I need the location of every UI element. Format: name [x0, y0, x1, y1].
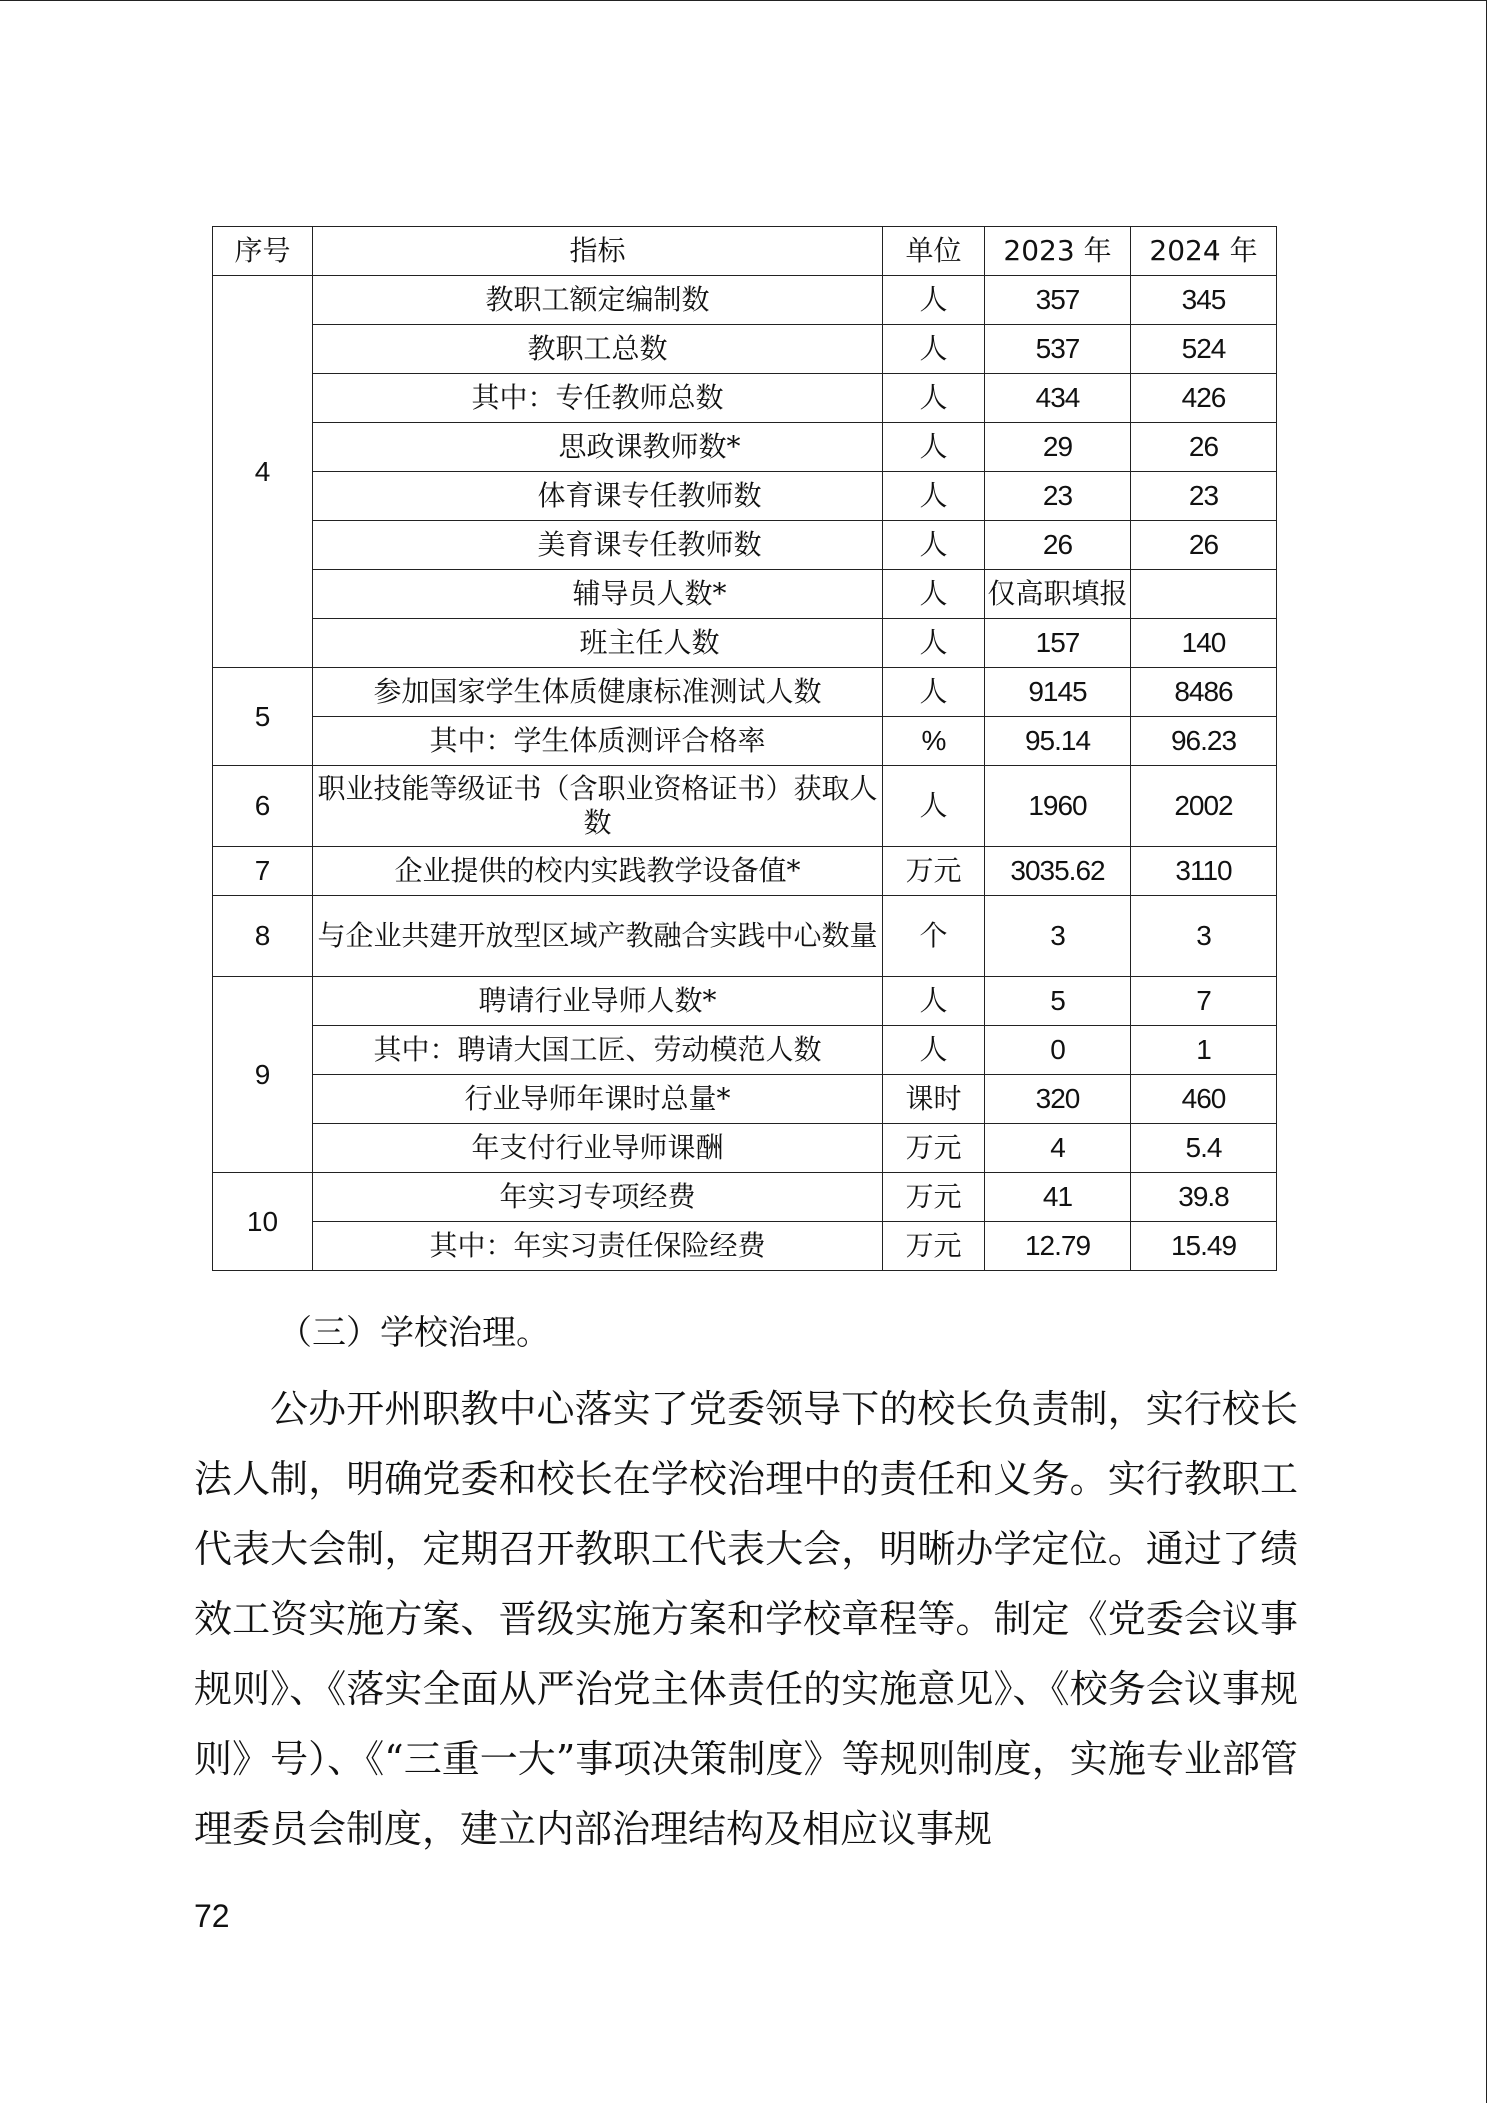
table-row [213, 1173, 1277, 1222]
value-2023-cell: 41 [985, 1173, 1131, 1222]
value-2023-cell: 3035.62 [985, 847, 1131, 896]
table-row [213, 1026, 1277, 1075]
value-2024-cell: 140 [1131, 619, 1277, 668]
unit-cell: 个 [883, 896, 985, 977]
value-2023-cell: 12.79 [985, 1222, 1131, 1271]
value-2023-cell: 3 [985, 896, 1131, 977]
unit-cell: 人 [883, 472, 985, 521]
indicator-cell: 其中：学生体质测评合格率 [313, 717, 883, 766]
unit-cell: 人 [883, 423, 985, 472]
group-seq: 8 [213, 896, 313, 977]
group-seq: 7 [213, 847, 313, 896]
value-2023-cell: 29 [985, 423, 1131, 472]
page-number: 72 [194, 1898, 230, 1934]
unit-cell: 人 [883, 668, 985, 717]
table-header-row [213, 227, 1277, 276]
value-2024-cell: 26 [1131, 521, 1277, 570]
value-2023-cell: 537 [985, 325, 1131, 374]
indicator-table [212, 226, 1277, 1271]
unit-cell: 万元 [883, 1173, 985, 1222]
unit-cell: 人 [883, 570, 985, 619]
indicator-cell: 体育课专任教师数 [313, 472, 883, 521]
value-2024-cell: 5.4 [1131, 1124, 1277, 1173]
table-row [213, 276, 1277, 325]
value-2023-cell: 23 [985, 472, 1131, 521]
indicator-cell: 聘请行业导师人数* [313, 977, 883, 1026]
section-heading: （三）学校治理。 [278, 1313, 550, 1353]
table-row [213, 668, 1277, 717]
value-2023-cell: 95.14 [985, 717, 1131, 766]
group-seq: 4 [213, 276, 313, 668]
value-2023-cell: 4 [985, 1124, 1131, 1173]
value-2023-cell: 434 [985, 374, 1131, 423]
indicator-cell: 企业提供的校内实践教学设备值* [313, 847, 883, 896]
value-2024-cell: 1 [1131, 1026, 1277, 1075]
table-row [213, 766, 1277, 847]
indicator-cell: 职业技能等级证书（含职业资格证书）获取人数 [313, 766, 883, 847]
table-row [213, 619, 1277, 668]
table-row [213, 472, 1277, 521]
value-2023-cell: 9145 [985, 668, 1131, 717]
value-2024-cell: 96.23 [1131, 717, 1277, 766]
group-seq: 10 [213, 1173, 313, 1271]
value-2023-cell: 26 [985, 521, 1131, 570]
indicator-cell: 教职工总数 [313, 325, 883, 374]
table-row [213, 896, 1277, 977]
indicator-cell: 参加国家学生体质健康标准测试人数 [313, 668, 883, 717]
unit-cell: 万元 [883, 1222, 985, 1271]
table-row [213, 717, 1277, 766]
unit-cell: 人 [883, 1026, 985, 1075]
value-2024-cell [1131, 570, 1277, 619]
indicator-cell: 其中：专任教师总数 [313, 374, 883, 423]
value-2023-cell: 0 [985, 1026, 1131, 1075]
value-2024-cell: 460 [1131, 1075, 1277, 1124]
table-row [213, 325, 1277, 374]
body-paragraph: 公办开州职教中心落实了党委领导下的校长负责制，实行校长法人制，明确党委和校长在学校治理中的责任和义务。实行教职工代表大会制，定期召开教职工代表大会，明晰办学定位。通过了绩效工资实施方案、晋级实施方案和学校章程等。制定《党委会议事规则》、《落实全面从严治党主体责任的实施意见》、《校务会议事规则》号）、《“三重一大”事项决策制度》等规则制度，实施专业部管理委员会制度，建立内部治理结构及相应议事规 [194, 1387, 1298, 1851]
unit-cell: 人 [883, 374, 985, 423]
value-2024-cell: 2002 [1131, 766, 1277, 847]
indicator-cell: 班主任人数 [313, 619, 883, 668]
value-2024-cell: 3110 [1131, 847, 1277, 896]
header-indicator: 指标 [313, 227, 883, 276]
value-2024-cell: 3 [1131, 896, 1277, 977]
unit-cell: 人 [883, 619, 985, 668]
table-row [213, 570, 1277, 619]
value-2024-cell: 345 [1131, 276, 1277, 325]
header-unit: 单位 [883, 227, 985, 276]
value-2023-cell: 1960 [985, 766, 1131, 847]
indicator-cell: 辅导员人数* [313, 570, 883, 619]
value-2024-cell: 26 [1131, 423, 1277, 472]
unit-cell: 万元 [883, 1124, 985, 1173]
header-2024: 2024 年 [1131, 227, 1277, 276]
indicator-cell: 年实习专项经费 [313, 1173, 883, 1222]
unit-cell: 人 [883, 325, 985, 374]
value-2023-cell: 5 [985, 977, 1131, 1026]
header-2023: 2023 年 [985, 227, 1131, 276]
unit-cell: 人 [883, 766, 985, 847]
unit-cell: % [883, 717, 985, 766]
value-2023-cell: 157 [985, 619, 1131, 668]
unit-cell: 人 [883, 977, 985, 1026]
table-row [213, 1222, 1277, 1271]
table-row [213, 1124, 1277, 1173]
group-seq: 9 [213, 977, 313, 1173]
unit-cell: 人 [883, 521, 985, 570]
indicator-cell: 行业导师年课时总量* [313, 1075, 883, 1124]
header-seq: 序号 [213, 227, 313, 276]
group-seq: 5 [213, 668, 313, 766]
indicator-cell: 其中：年实习责任保险经费 [313, 1222, 883, 1271]
indicator-cell: 思政课教师数* [313, 423, 883, 472]
value-2024-cell: 8486 [1131, 668, 1277, 717]
value-2024-cell: 39.8 [1131, 1173, 1277, 1222]
table-row [213, 423, 1277, 472]
value-2023-cell: 320 [985, 1075, 1131, 1124]
unit-cell: 万元 [883, 847, 985, 896]
indicator-cell: 其中：聘请大国工匠、劳动模范人数 [313, 1026, 883, 1075]
table-row [213, 847, 1277, 896]
value-2024-cell: 15.49 [1131, 1222, 1277, 1271]
unit-cell: 人 [883, 276, 985, 325]
value-2024-cell: 524 [1131, 325, 1277, 374]
value-2024-cell: 23 [1131, 472, 1277, 521]
value-2024-cell: 7 [1131, 977, 1277, 1026]
unit-cell: 课时 [883, 1075, 985, 1124]
value-2023-cell: 仅高职填报 [985, 570, 1131, 619]
table-row [213, 977, 1277, 1026]
table-row [213, 521, 1277, 570]
table-row [213, 1075, 1277, 1124]
indicator-cell: 年支付行业导师课酬 [313, 1124, 883, 1173]
indicator-cell: 美育课专任教师数 [313, 521, 883, 570]
value-2024-cell: 426 [1131, 374, 1277, 423]
table-row [213, 374, 1277, 423]
indicator-cell: 与企业共建开放型区域产教融合实践中心数量 [313, 896, 883, 977]
group-seq: 6 [213, 766, 313, 847]
indicator-cell: 教职工额定编制数 [313, 276, 883, 325]
value-2023-cell: 357 [985, 276, 1131, 325]
